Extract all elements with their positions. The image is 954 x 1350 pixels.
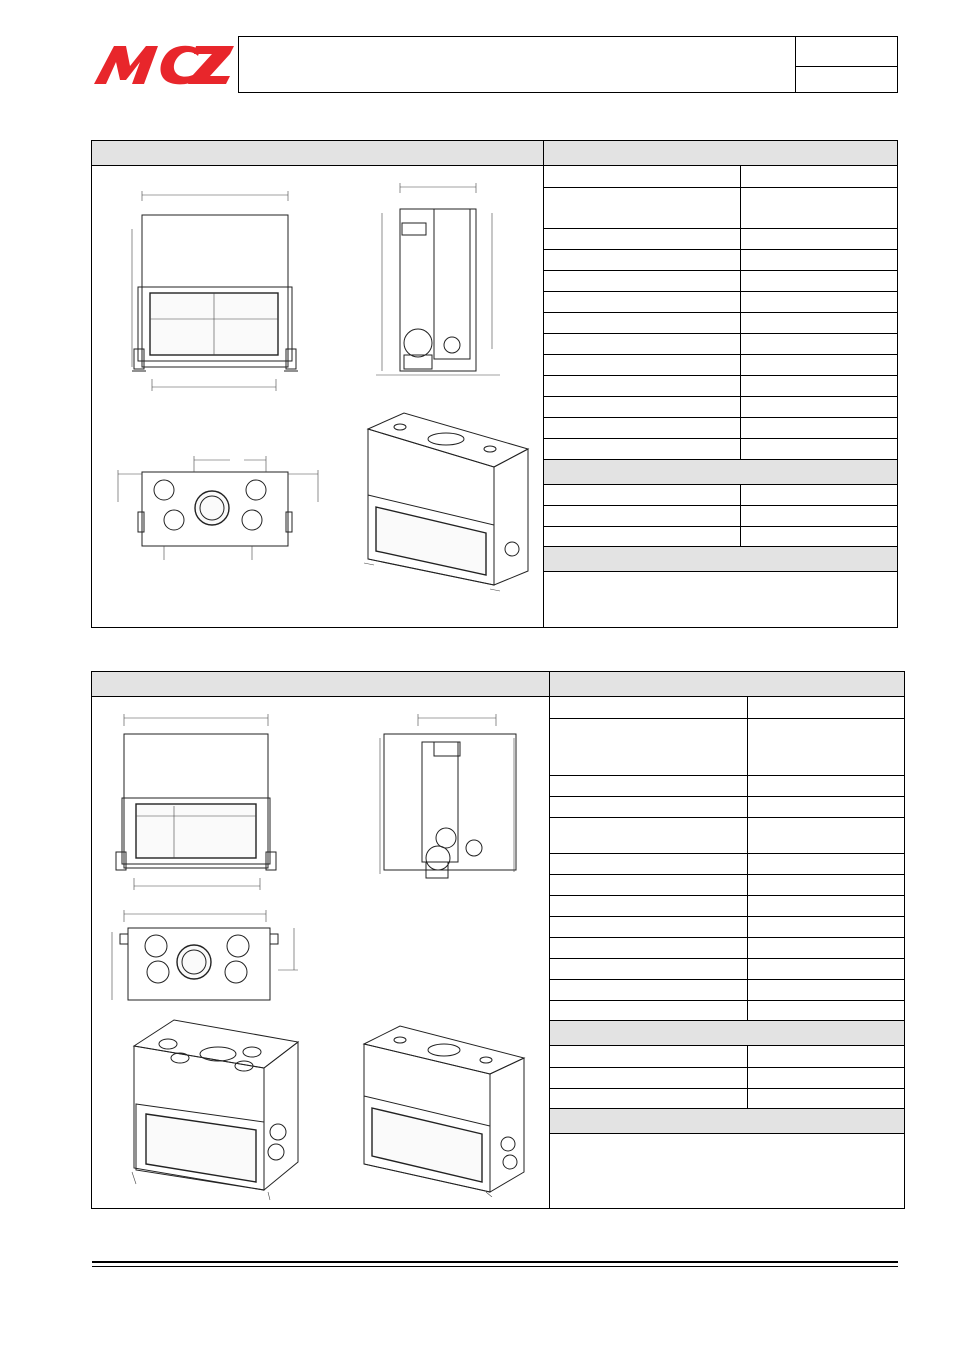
panel-1-spec-row-line <box>544 228 897 229</box>
panel-1-spec-row-line <box>544 187 897 188</box>
panel-1-header <box>92 141 897 166</box>
panel-2-spec-row-line <box>550 895 904 896</box>
header-cell-divider <box>795 66 898 67</box>
panel-2-spec-col-divider-a <box>747 697 748 1020</box>
panel-2-section2-header <box>550 1020 904 1046</box>
panel-2-spec-row-line <box>550 817 904 818</box>
panel-1-spec-row-line <box>544 354 897 355</box>
panel-1-side-view-drawing <box>376 183 506 383</box>
panel-2-spec-row-line <box>550 796 904 797</box>
panel-1-section2-row-line <box>544 526 897 527</box>
panel-1-spec-row-line <box>544 396 897 397</box>
panel-1-front-view-drawing <box>128 189 298 394</box>
panel-1-section2-row-line <box>544 505 897 506</box>
panel-1-spec-row-line <box>544 291 897 292</box>
panel-1-isometric-drawing <box>360 409 530 599</box>
panel-2-spec-row-line <box>550 916 904 917</box>
panel-1-spec-col-divider-b <box>740 484 741 547</box>
mcz-logo <box>92 42 234 86</box>
panel-2-top-view-drawing <box>106 908 306 1008</box>
panel-2-isometric-rear-drawing <box>360 1022 530 1197</box>
panel-1-section2-header <box>544 459 897 485</box>
panel-2-isometric-front-drawing <box>124 1012 304 1202</box>
panel-2-spec-row-line <box>550 1000 904 1001</box>
panel-1-notes-header <box>544 546 897 572</box>
panel-1-spec-row-line <box>544 375 897 376</box>
panel-2-spec-row-line <box>550 853 904 854</box>
panel-2-spec-col-divider-b <box>747 1046 748 1109</box>
panel-2-header <box>92 672 904 697</box>
panel-1-spec-row-line <box>544 417 897 418</box>
panel-2-spec-row-line <box>550 958 904 959</box>
panel-2-front-view-drawing <box>114 712 279 892</box>
panel-2-side-view-drawing <box>378 712 518 884</box>
panel-1-top-view-drawing <box>114 456 324 566</box>
panel-2-spec-row-line <box>550 718 904 719</box>
panel-1-spec-row-line <box>544 249 897 250</box>
panel-1-spec-row-line <box>544 438 897 439</box>
footer-rule-thin <box>92 1266 898 1267</box>
product-panel-1 <box>91 140 898 628</box>
mcz-logo-mark <box>92 42 234 86</box>
header-divider <box>795 36 796 93</box>
panel-2-spec-row-line <box>550 874 904 875</box>
panel-2-section2-row-line <box>550 1067 904 1068</box>
panel-2-notes-header <box>550 1108 904 1134</box>
panel-2-spec-row-line <box>550 979 904 980</box>
header-box <box>238 36 898 93</box>
panel-1-spec-row-line <box>544 333 897 334</box>
panel-2-spec-row-line <box>550 937 904 938</box>
panel-2-spec-row-line <box>550 775 904 776</box>
footer-rule-thick <box>92 1261 898 1263</box>
panel-1-spec-row-line <box>544 312 897 313</box>
panel-2-section2-row-line <box>550 1088 904 1089</box>
panel-1-spec-row-line <box>544 270 897 271</box>
product-panel-2 <box>91 671 905 1209</box>
